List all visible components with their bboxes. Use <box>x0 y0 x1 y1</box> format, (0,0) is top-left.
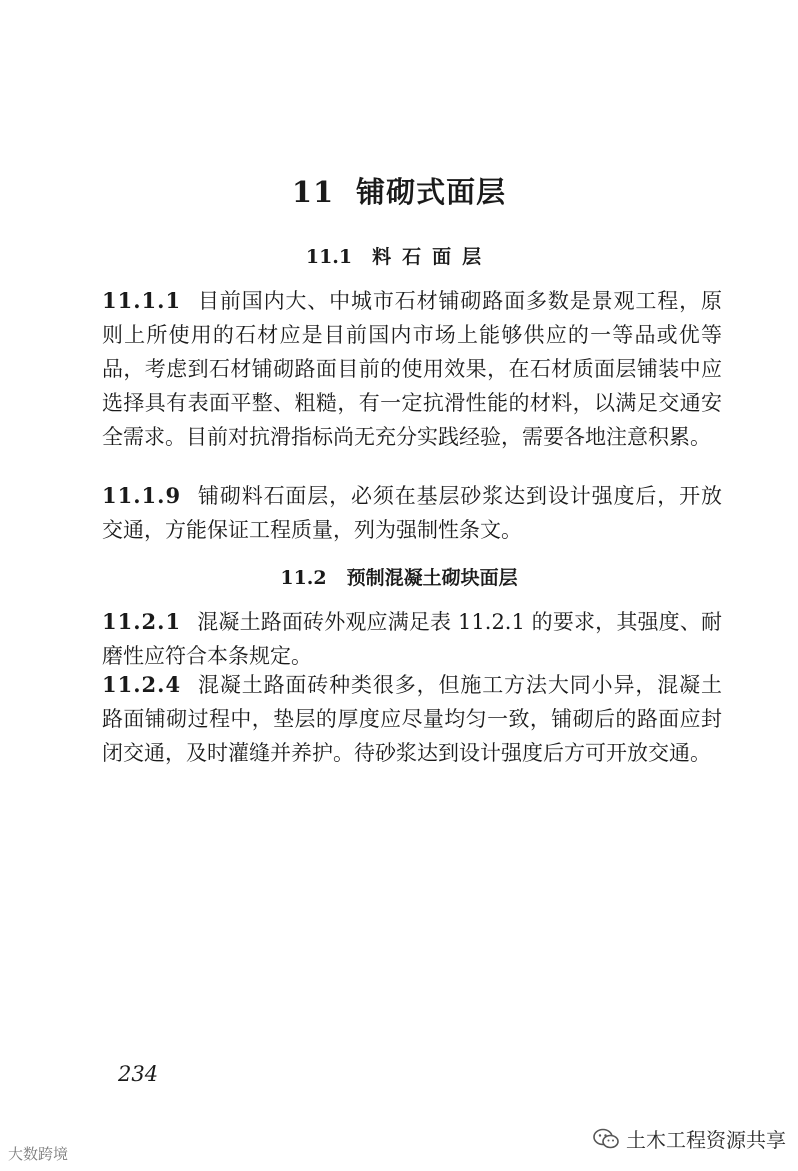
watermark-left-text: 大数跨境 <box>8 1145 69 1163</box>
wechat-icon <box>592 1127 620 1151</box>
section-title-11-2 <box>0 563 798 590</box>
paragraph-11-1-1 <box>102 284 722 454</box>
clause-number: 11.1.1 <box>102 288 182 313</box>
chapter-title <box>0 170 798 211</box>
section-name: 料石面层 <box>372 246 493 268</box>
section-name: 预制混凝土砌块面层 <box>346 567 518 589</box>
watermark-left <box>8 1143 68 1164</box>
watermark-right <box>592 1124 786 1153</box>
section-title-11-1 <box>0 242 798 269</box>
page-number: 234 <box>118 1062 159 1086</box>
section-number: 11.2 <box>280 567 327 589</box>
section-number: 11.1 <box>305 246 353 268</box>
paragraph-text: 混凝土路面砖外观应满足表 11.2.1 的要求，其强度、耐磨性应符合本条规定。 <box>102 610 722 668</box>
paragraph-text: 目前国内大、中城市石材铺砌路面多数是景观工程，原则上所使用的石材应是目前国内市场上能够供应的一等品或优等品，考虑到石材铺砌路面目前的使用效果，在石材质面层铺装中应选择具有表面平整、粗糙，有一定抗滑性能的材料，以满足交通安全需求。目前对抗滑指标尚无充分实践经验，需要各地注意积累。 <box>102 289 722 449</box>
clause-number: 11.1.9 <box>102 483 182 508</box>
watermark-right-text: 土木工程资源共享 <box>626 1128 786 1152</box>
clause-number: 11.2.4 <box>102 672 182 697</box>
paragraph-11-1-9 <box>102 479 722 547</box>
paragraph-text: 铺砌料石面层，必须在基层砂浆达到设计强度后，开放交通，方能保证工程质量，列为强制性条文。 <box>102 484 722 542</box>
paragraph-11-2-1 <box>102 605 722 673</box>
paragraph-text: 混凝土路面砖种类很多，但施工方法大同小异，混凝土路面铺砌过程中，垫层的厚度应尽量均匀一致，铺砌后的路面应封闭交通，及时灌缝并养护。待砂浆达到设计强度后方可开放交通。 <box>102 673 722 765</box>
paragraph-11-2-4 <box>102 668 722 770</box>
chapter-number: 11 <box>291 175 335 209</box>
clause-number: 11.2.1 <box>102 609 182 634</box>
chapter-name: 铺砌式面层 <box>356 175 507 209</box>
